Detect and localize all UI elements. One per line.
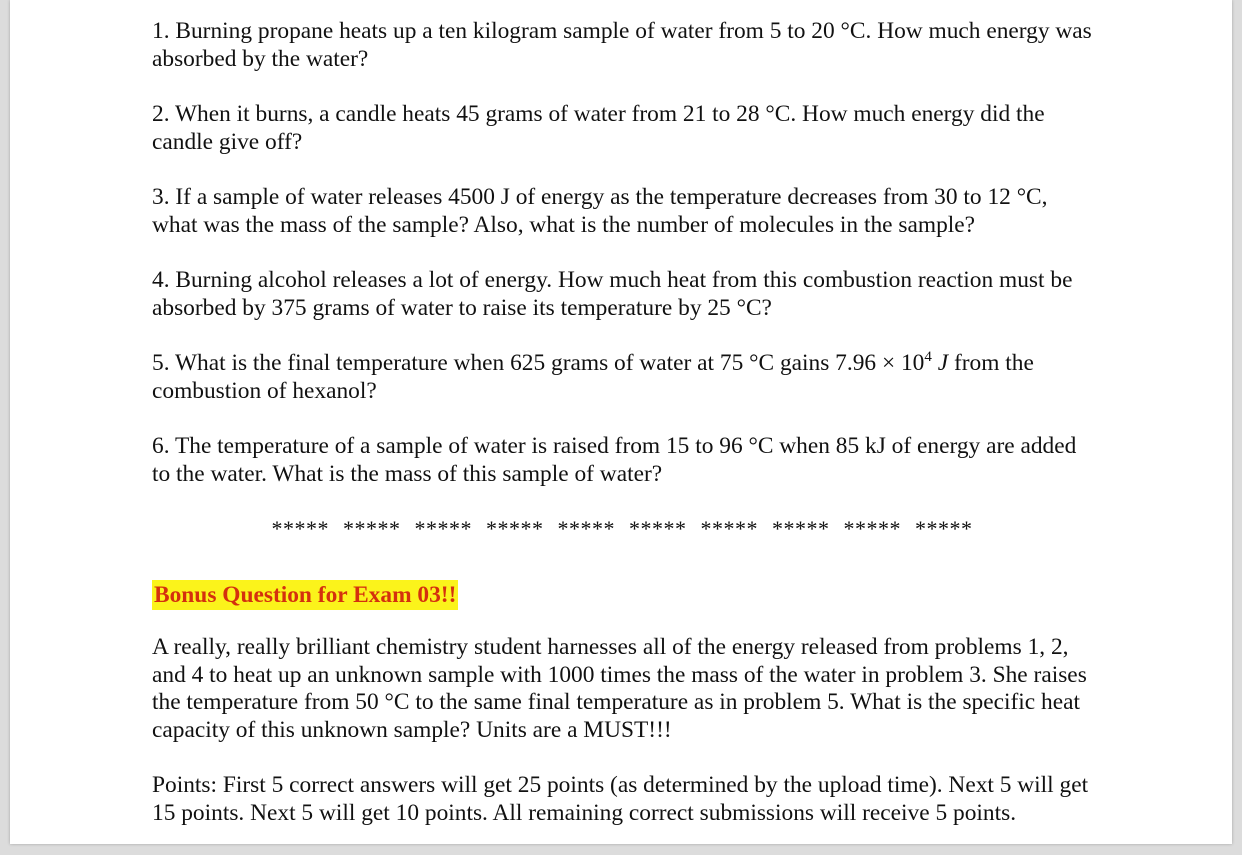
- question-1: 1. Burning propane heats up a ten kilogram sample of water from 5 to 20 °C. How much energy was absorbed by the water?: [152, 18, 1092, 72]
- question-6: 6. The temperature of a sample of water is raised from 15 to 96 °C when 85 kJ of energy are added to the water. What is the mass of this sample of water?: [152, 433, 1077, 487]
- question-5: [152, 350, 1092, 405]
- separator-stars: ***** ***** ***** ***** ***** ***** ***** ***** ***** *****: [271, 516, 973, 541]
- bonus-title-row: [152, 562, 1092, 634]
- question-3: 3. If a sample of water releases 4500 J of energy as the temperature decreases from 30 to 12 °C, what was the mass of the sample? Also, what is the number of molecules in the sample?: [152, 184, 1048, 238]
- document-content: [152, 18, 1092, 855]
- document-page: [10, 0, 1232, 844]
- question-5-text-after: from the combustion of hexanol?: [152, 350, 1034, 404]
- question-2: 2. When it burns, a candle heats 45 grams of water from 21 to 28 °C. How much energy did the candle give off?: [152, 101, 1045, 155]
- question-5-unit: J: [937, 350, 949, 376]
- question-4: 4. Burning alcohol releases a lot of energy. How much heat from this combustion reaction must be absorbed by 375 grams of water to raise its temperature by 25 °C?: [152, 267, 1073, 321]
- question-5-exponent: 4: [924, 349, 932, 366]
- question-5-text-before: 5. What is the final temperature when 625 grams of water at 75 °C gains 7.96 × 10: [152, 350, 925, 376]
- bonus-title: Bonus Question for Exam 03!!: [154, 582, 457, 608]
- points-info: Points: First 5 correct answers will get 25 points (as determined by the upload time). Next 5 will get 15 points. Next 5 will get 10 points. All remaining correct submissions will receive 5 points.: [152, 772, 1089, 826]
- bonus-question: A really, really brilliant chemistry student harnesses all of the energy released from problems 1, 2, and 4 to heat up an unknown sample with 1000 times the mass of the water in problem 3. She raises the temperature from 50 °C to the same final temperature as in problem 5. What is the specific heat capacity of this unknown sample? Units are a MUST!!!: [152, 634, 1087, 743]
